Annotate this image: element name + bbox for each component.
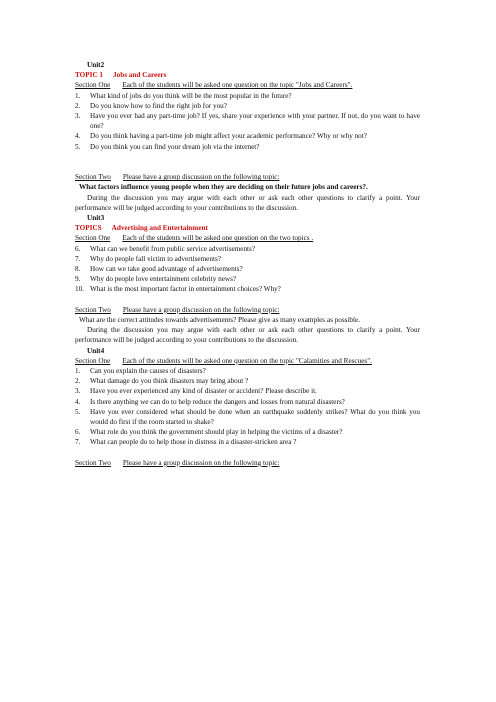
discussion-instructions-b: During the discussion you may argue with each other or ask each other questions to clarify a point. Your performance will be judged according to your contributions to the discussion.	[75, 326, 420, 345]
section-one-a-text: Each of the students will be asked one question on the topic "Jobs and Careers".	[122, 81, 353, 90]
question-number: 5.	[75, 407, 81, 416]
question-number: 7.	[75, 438, 81, 447]
section-two-a	[75, 172, 420, 182]
unit3-heading: Unit3	[87, 214, 105, 223]
topic1-heading	[75, 70, 420, 80]
section-one-b-label: Section One	[75, 234, 111, 243]
section-one-b	[75, 233, 420, 243]
question-item	[75, 407, 420, 427]
question-number: 5.	[75, 142, 81, 151]
question-text: What kind of jobs do you think will be the most popular in the future?	[90, 91, 292, 100]
question-item	[75, 91, 420, 101]
question-text: What can people do to help those in distress in a disaster-stricken area ?	[90, 438, 297, 447]
question-item	[75, 397, 420, 407]
document-content	[75, 60, 420, 468]
question-item	[75, 366, 420, 376]
section-two-a-text: Please have a group discussion on the following topic:	[122, 173, 280, 182]
section-two-b-label: Section Two	[75, 305, 111, 314]
section-one-c-label: Section One	[75, 356, 111, 365]
question-number: 6.	[75, 244, 81, 253]
question-item	[75, 376, 420, 386]
question-number: 3.	[75, 112, 81, 121]
section-two-c	[75, 458, 420, 468]
question-item	[75, 427, 420, 437]
question-item	[75, 244, 420, 254]
unit2-heading: Unit2	[87, 61, 105, 69]
topics2-title: Advertising and Entertainment	[111, 224, 208, 233]
question-number: 8.	[75, 265, 81, 274]
section-one-c-text: Each of the students will be asked one question on the topic "Calamities and Rescues".	[122, 356, 372, 365]
question-text: Why do people fall victim to advertisements?	[90, 254, 221, 263]
question-text: Have you ever experienced any kind of disaster or accident? Please describe it.	[90, 387, 317, 396]
section-one-b-text: Each of the students will be asked one question on the two topics .	[122, 234, 314, 243]
question-number: 7.	[75, 254, 81, 263]
question-item	[75, 142, 420, 152]
question-number: 4.	[75, 397, 81, 406]
section-one-c	[75, 356, 420, 366]
question-text: How can we take good advantage of advertisements?	[90, 265, 243, 274]
question-text: What can we benefit from public service advertisements?	[90, 244, 256, 253]
question-item	[75, 386, 420, 396]
question-item	[75, 101, 420, 111]
question-text: Have you ever considered what should be done when an earthquake suddenly strikes? What do you think you would do first if the room started to shake?	[90, 407, 420, 427]
question-item	[75, 254, 420, 264]
section-two-c-text: Please have a group discussion on the following topic:	[122, 458, 280, 467]
question-number: 2.	[75, 377, 81, 386]
question-number: 2.	[75, 101, 81, 110]
section-one-a-label: Section One	[75, 81, 111, 90]
question-text: What damage do you think disasters may bring about ?	[90, 377, 249, 386]
question-number: 9.	[75, 275, 81, 284]
question-item	[75, 274, 420, 284]
question-text: Do you think having a part-time job might affect your academic performance? Why or why not?	[90, 132, 367, 141]
question-text: Have you ever had any part-time job? If yes, share your experience with your partner. If not, do you want to have one?	[90, 112, 420, 131]
question-text: What role do you think the government should play in helping the victims of a disaster?	[90, 428, 343, 437]
question-text: Do you know how to find the right job for you?	[90, 101, 227, 110]
section-two-b-text: Please have a group discussion on the following topic:	[122, 305, 280, 314]
discussion-instructions-a: During the discussion you may argue with each other or ask each other questions to clarify a point. Your performance will be judged according to your contributions to the discussion.	[75, 193, 420, 212]
question-text: Is there anything we can do to help reduce the dangers and losses from natural disasters?	[90, 397, 345, 406]
topic1-label: TOPIC 1	[75, 71, 104, 80]
question-item	[75, 131, 420, 141]
question-item	[75, 111, 420, 131]
section-two-b	[75, 305, 420, 315]
question-number: 3.	[75, 387, 81, 396]
question-item	[75, 264, 420, 274]
question-text: Why do people love entertainment celebrity news?	[90, 275, 237, 284]
section-two-c-label: Section Two	[75, 458, 111, 467]
topics2-heading	[75, 223, 420, 233]
discussion-topic-b: What are the correct attitudes towards advertisements? Please give as many examples as possible.	[79, 316, 361, 325]
question-number: 10.	[75, 285, 84, 294]
question-item	[75, 437, 420, 447]
topic1-title: Jobs and Careers	[113, 71, 167, 80]
question-number: 1.	[75, 367, 81, 376]
question-text: Can you explain the causes of disasters?	[90, 367, 206, 376]
question-item	[75, 284, 420, 294]
unit4-heading: Unit4	[87, 346, 105, 355]
section-two-a-label: Section Two	[75, 173, 111, 182]
question-number: 6.	[75, 428, 81, 437]
question-number: 1.	[75, 91, 81, 100]
question-text: Do you think you can find your dream job via the internet?	[90, 142, 260, 151]
question-number: 4.	[75, 132, 81, 141]
section-one-a	[75, 80, 420, 90]
topics2-label: TOPICS	[75, 224, 102, 233]
discussion-topic-a: What factors influence young people when they are deciding on their future jobs and careers?.	[79, 183, 368, 192]
question-text: What is the most important factor in entertainment choices? Why?	[90, 285, 281, 294]
